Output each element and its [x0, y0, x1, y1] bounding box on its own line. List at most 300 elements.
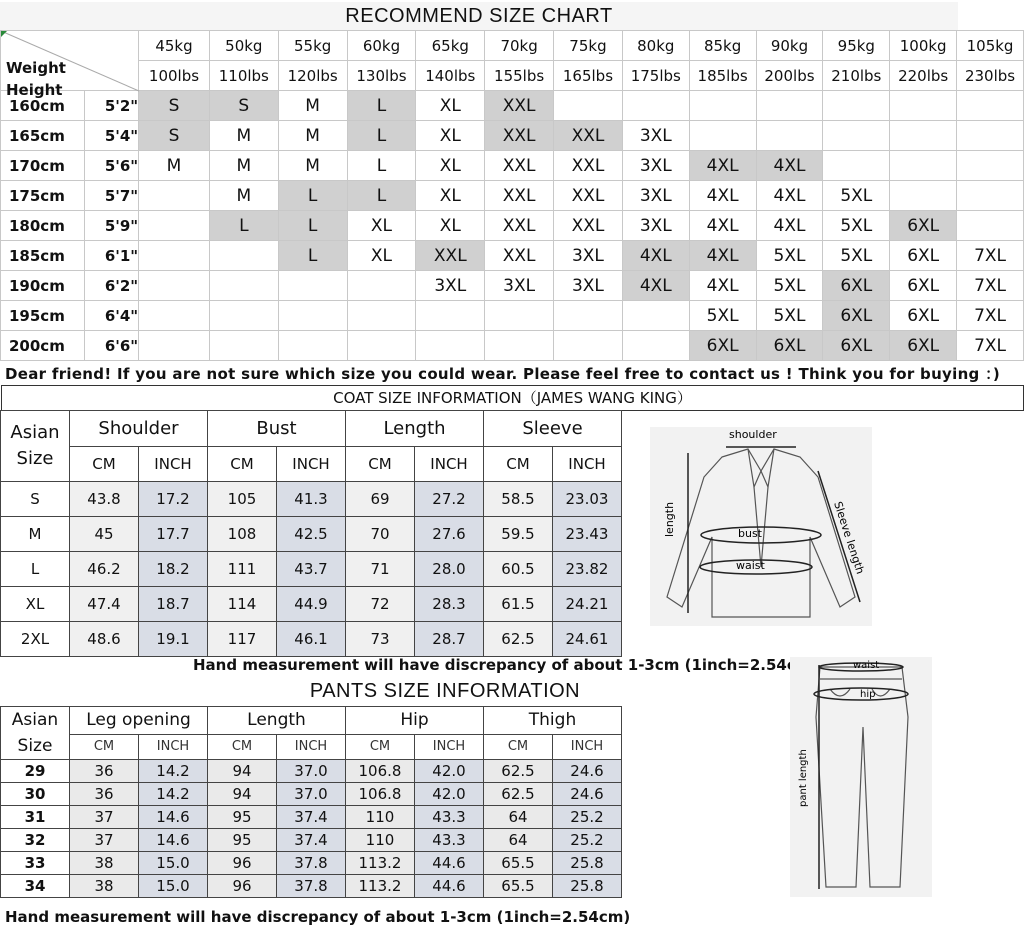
- size-cell: 4XL: [689, 211, 756, 241]
- size-cell: 6XL: [756, 331, 823, 361]
- coat-value-cm: 70: [346, 517, 415, 552]
- size-cell: [823, 151, 890, 181]
- size-cell: XXL: [554, 211, 623, 241]
- pants-value-cm: 37: [70, 806, 139, 829]
- size-cell: 6XL: [890, 301, 957, 331]
- pants-diagram: [790, 657, 932, 897]
- size-cell: [957, 181, 1024, 211]
- pants-unit-cm: CM: [70, 734, 139, 759]
- size-cell: 5XL: [756, 241, 823, 271]
- size-cell: 6XL: [823, 301, 890, 331]
- pants-value-inch: 14.2: [139, 783, 208, 806]
- pants-value-inch: 37.8: [277, 875, 346, 898]
- pants-value-inch: 14.2: [139, 760, 208, 783]
- diagram-sleeve-label: Sleeve length: [831, 499, 867, 576]
- pants-size: 32: [1, 829, 70, 852]
- weight-kg-header: 60kg: [347, 31, 416, 61]
- coat-value-cm: 48.6: [70, 622, 139, 657]
- size-cell: 5XL: [823, 211, 890, 241]
- size-cell: [622, 331, 689, 361]
- size-cell: XXL: [416, 241, 485, 271]
- pants-unit-cm: CM: [346, 734, 415, 759]
- size-cell: 6XL: [890, 241, 957, 271]
- size-cell: M: [278, 121, 347, 151]
- pants-size-table: [0, 706, 622, 898]
- coat-value-inch: 24.21: [553, 587, 622, 622]
- weight-kg-header: 45kg: [139, 31, 210, 61]
- coat-size-table: [0, 410, 622, 657]
- size-cell: [209, 271, 278, 301]
- pants-value-cm: 95: [208, 806, 277, 829]
- size-cell: XL: [416, 121, 485, 151]
- size-cell: [485, 301, 554, 331]
- weight-kg-header: 100kg: [890, 31, 957, 61]
- coat-value-cm: 58.5: [484, 482, 553, 517]
- recommend-row: [1, 121, 1024, 151]
- recommend-row: [1, 271, 1024, 301]
- height-ft: 5'7": [84, 181, 138, 211]
- coat-value-inch: 43.7: [277, 552, 346, 587]
- coat-value-cm: 61.5: [484, 587, 553, 622]
- pants-value-cm: 64: [484, 806, 553, 829]
- size-cell: 4XL: [756, 181, 823, 211]
- size-cell: XL: [416, 91, 485, 121]
- pants-value-cm: 113.2: [346, 875, 415, 898]
- size-cell: [139, 301, 210, 331]
- size-cell: [139, 331, 210, 361]
- pants-value-inch: 37.0: [277, 783, 346, 806]
- size-cell: 6XL: [823, 271, 890, 301]
- pants-measure-note: Hand measurement will have discrepancy of about 1-3cm (1inch=2.54cm): [5, 908, 631, 926]
- size-cell: [209, 331, 278, 361]
- weight-lbs-header: 110lbs: [209, 61, 278, 91]
- coat-value-inch: 24.61: [553, 622, 622, 657]
- size-cell: L: [347, 181, 416, 211]
- size-cell: [347, 331, 416, 361]
- weight-lbs-header: 140lbs: [416, 61, 485, 91]
- size-cell: [347, 271, 416, 301]
- weight-lbs-header: 175lbs: [622, 61, 689, 91]
- size-cell: [823, 121, 890, 151]
- size-cell: 6XL: [890, 331, 957, 361]
- coat-value-inch: 27.6: [415, 517, 484, 552]
- pants-value-inch: 15.0: [139, 852, 208, 875]
- diagram-pant-waist-label: waist: [853, 660, 880, 671]
- coat-value-inch: 17.2: [139, 482, 208, 517]
- size-cell: M: [209, 121, 278, 151]
- size-cell: 4XL: [689, 151, 756, 181]
- coat-size: XL: [1, 587, 70, 622]
- size-cell: 6XL: [823, 331, 890, 361]
- size-cell: [139, 271, 210, 301]
- weight-label: Weight: [6, 59, 66, 77]
- size-cell: 6XL: [890, 271, 957, 301]
- coat-value-inch: 18.7: [139, 587, 208, 622]
- coat-size: 2XL: [1, 622, 70, 657]
- height-cm: 175cm: [1, 181, 85, 211]
- weight-kg-header: 90kg: [756, 31, 823, 61]
- pants-unit-inch: INCH: [139, 734, 208, 759]
- size-cell: XXL: [485, 211, 554, 241]
- coat-value-cm: 45: [70, 517, 139, 552]
- size-cell: 4XL: [622, 271, 689, 301]
- weight-lbs-header: 100lbs: [139, 61, 210, 91]
- pants-value-inch: 25.8: [553, 852, 622, 875]
- recommend-row: [1, 151, 1024, 181]
- weight-lbs-header: 200lbs: [756, 61, 823, 91]
- size-cell: 4XL: [622, 241, 689, 271]
- pants-header-length: Length: [208, 707, 346, 735]
- pants-size: 34: [1, 875, 70, 898]
- coat-value-inch: 23.82: [553, 552, 622, 587]
- size-cell: [890, 181, 957, 211]
- size-cell: M: [209, 151, 278, 181]
- pants-row: [1, 783, 622, 806]
- height-ft: 6'4": [84, 301, 138, 331]
- size-cell: 4XL: [689, 181, 756, 211]
- coat-value-cm: 108: [208, 517, 277, 552]
- pants-value-inch: 37.4: [277, 806, 346, 829]
- size-cell: XXL: [554, 121, 623, 151]
- size-cell: L: [278, 211, 347, 241]
- size-cell: [890, 121, 957, 151]
- size-cell: 5XL: [689, 301, 756, 331]
- coat-value-cm: 72: [346, 587, 415, 622]
- coat-size: L: [1, 552, 70, 587]
- coat-unit-cm: CM: [346, 447, 415, 482]
- coat-row: [1, 552, 622, 587]
- weight-kg-header: 105kg: [957, 31, 1024, 61]
- size-cell: M: [209, 181, 278, 211]
- size-cell: XXL: [554, 151, 623, 181]
- height-ft: 5'9": [84, 211, 138, 241]
- pants-row: [1, 806, 622, 829]
- size-cell: [139, 241, 210, 271]
- pants-size: 29: [1, 760, 70, 783]
- pants-size: 33: [1, 852, 70, 875]
- pants-header-leg-opening: Leg opening: [70, 707, 208, 735]
- height-label: Height: [6, 81, 63, 99]
- coat-value-cm: 69: [346, 482, 415, 517]
- pants-value-inch: 37.4: [277, 829, 346, 852]
- size-cell: [554, 301, 623, 331]
- pants-value-inch: 44.6: [415, 875, 484, 898]
- pants-value-inch: 43.3: [415, 829, 484, 852]
- pants-row: [1, 852, 622, 875]
- size-cell: [485, 331, 554, 361]
- recommend-chart-title: RECOMMEND SIZE CHART: [0, 2, 958, 30]
- size-cell: 3XL: [622, 211, 689, 241]
- recommend-size-table: [0, 30, 1024, 361]
- size-cell: 3XL: [554, 271, 623, 301]
- size-cell: XL: [347, 211, 416, 241]
- size-cell: [689, 91, 756, 121]
- pants-size: 30: [1, 783, 70, 806]
- pants-row: [1, 760, 622, 783]
- weight-kg-header: 70kg: [485, 31, 554, 61]
- size-cell: [139, 181, 210, 211]
- weight-height-corner: [1, 31, 139, 99]
- pants-value-cm: 113.2: [346, 852, 415, 875]
- pants-value-cm: 37: [70, 829, 139, 852]
- coat-value-cm: 114: [208, 587, 277, 622]
- recommend-row: [1, 301, 1024, 331]
- coat-value-cm: 46.2: [70, 552, 139, 587]
- height-cm: 190cm: [1, 271, 85, 301]
- size-cell: S: [139, 121, 210, 151]
- height-ft: 5'4": [84, 121, 138, 151]
- size-cell: XXL: [554, 181, 623, 211]
- pants-unit-inch: INCH: [553, 734, 622, 759]
- pants-value-inch: 14.6: [139, 829, 208, 852]
- weight-lbs-header: 120lbs: [278, 61, 347, 91]
- pants-value-cm: 106.8: [346, 783, 415, 806]
- pants-value-inch: 15.0: [139, 875, 208, 898]
- coat-unit-inch: INCH: [277, 447, 346, 482]
- coat-row: [1, 482, 622, 517]
- size-cell: XL: [416, 181, 485, 211]
- size-cell: [622, 301, 689, 331]
- size-cell: [957, 91, 1024, 121]
- size-cell: 3XL: [554, 241, 623, 271]
- size-cell: [957, 211, 1024, 241]
- size-cell: L: [278, 181, 347, 211]
- size-cell: 4XL: [756, 151, 823, 181]
- coat-row: [1, 622, 622, 657]
- recommend-row: [1, 91, 1024, 121]
- coat-header-sleeve: Sleeve: [484, 411, 622, 447]
- weight-lbs-header: 185lbs: [689, 61, 756, 91]
- coat-value-inch: 23.03: [553, 482, 622, 517]
- size-cell: 6XL: [689, 331, 756, 361]
- size-cell: XXL: [485, 121, 554, 151]
- size-cell: 3XL: [622, 181, 689, 211]
- size-cell: [554, 331, 623, 361]
- pants-value-cm: 38: [70, 875, 139, 898]
- pants-unit-cm: CM: [484, 734, 553, 759]
- height-ft: 5'6": [84, 151, 138, 181]
- coat-value-inch: 27.2: [415, 482, 484, 517]
- size-cell: [139, 211, 210, 241]
- size-cell: 4XL: [756, 211, 823, 241]
- size-cell: L: [347, 91, 416, 121]
- size-cell: M: [278, 91, 347, 121]
- pants-value-cm: 106.8: [346, 760, 415, 783]
- pants-size-label-1: Asian: [11, 710, 59, 730]
- pants-value-cm: 62.5: [484, 783, 553, 806]
- coat-unit-inch: INCH: [553, 447, 622, 482]
- size-cell: [689, 121, 756, 151]
- size-cell: [209, 301, 278, 331]
- diagram-waist-label: waist: [736, 559, 765, 572]
- size-cell: S: [139, 91, 210, 121]
- pants-size-header: [1, 707, 70, 760]
- height-cm: 160cm: [1, 91, 85, 121]
- pants-value-cm: 110: [346, 806, 415, 829]
- size-cell: [209, 241, 278, 271]
- height-ft: 6'6": [84, 331, 138, 361]
- height-cm: 165cm: [1, 121, 85, 151]
- size-cell: 7XL: [957, 241, 1024, 271]
- pants-unit-cm: CM: [208, 734, 277, 759]
- pants-row: [1, 875, 622, 898]
- coat-value-cm: 111: [208, 552, 277, 587]
- size-cell: XXL: [485, 181, 554, 211]
- coat-value-cm: 59.5: [484, 517, 553, 552]
- coat-unit-inch: INCH: [415, 447, 484, 482]
- pants-value-cm: 64: [484, 829, 553, 852]
- size-cell: 3XL: [622, 121, 689, 151]
- size-cell: [957, 151, 1024, 181]
- diagram-bust-label: bust: [738, 527, 762, 540]
- coat-value-cm: 117: [208, 622, 277, 657]
- pants-value-inch: 25.8: [553, 875, 622, 898]
- coat-unit-cm: CM: [208, 447, 277, 482]
- coat-unit-cm: CM: [484, 447, 553, 482]
- size-cell: 7XL: [957, 331, 1024, 361]
- size-cell: 5XL: [823, 181, 890, 211]
- coat-value-cm: 47.4: [70, 587, 139, 622]
- weight-kg-header: 85kg: [689, 31, 756, 61]
- pants-value-inch: 43.3: [415, 806, 484, 829]
- size-cell: [278, 331, 347, 361]
- coat-value-cm: 71: [346, 552, 415, 587]
- size-cell: [756, 91, 823, 121]
- coat-size-label-2: Size: [16, 448, 54, 469]
- size-cell: S: [209, 91, 278, 121]
- diagram-length-label: length: [663, 501, 676, 537]
- pants-value-inch: 37.0: [277, 760, 346, 783]
- coat-size: S: [1, 482, 70, 517]
- pants-value-inch: 14.6: [139, 806, 208, 829]
- pants-value-cm: 94: [208, 783, 277, 806]
- pants-value-inch: 42.0: [415, 783, 484, 806]
- size-cell: L: [209, 211, 278, 241]
- weight-lbs-header: 130lbs: [347, 61, 416, 91]
- size-cell: 5XL: [756, 271, 823, 301]
- coat-unit-inch: INCH: [139, 447, 208, 482]
- weight-lbs-header: 220lbs: [890, 61, 957, 91]
- coat-value-inch: 28.3: [415, 587, 484, 622]
- pants-value-inch: 24.6: [553, 760, 622, 783]
- size-cell: [278, 271, 347, 301]
- pants-value-cm: 94: [208, 760, 277, 783]
- weight-lbs-header: 230lbs: [957, 61, 1024, 91]
- size-cell: 5XL: [756, 301, 823, 331]
- pants-value-cm: 62.5: [484, 760, 553, 783]
- size-cell: 3XL: [622, 151, 689, 181]
- coat-section-title: COAT SIZE INFORMATION（JAMES WANG KING）: [1, 385, 1024, 411]
- pants-unit-inch: INCH: [415, 734, 484, 759]
- size-cell: 5XL: [823, 241, 890, 271]
- coat-value-cm: 105: [208, 482, 277, 517]
- weight-kg-header: 65kg: [416, 31, 485, 61]
- height-cm: 185cm: [1, 241, 85, 271]
- weight-kg-header: 80kg: [622, 31, 689, 61]
- pants-value-cm: 96: [208, 875, 277, 898]
- coat-value-cm: 43.8: [70, 482, 139, 517]
- pants-value-cm: 36: [70, 760, 139, 783]
- weight-kg-header: 75kg: [554, 31, 623, 61]
- size-cell: L: [347, 151, 416, 181]
- coat-value-inch: 44.9: [277, 587, 346, 622]
- height-ft: 6'1": [84, 241, 138, 271]
- weight-lbs-header: 155lbs: [485, 61, 554, 91]
- pants-value-cm: 65.5: [484, 875, 553, 898]
- size-cell: M: [139, 151, 210, 181]
- size-cell: 7XL: [957, 271, 1024, 301]
- pants-value-cm: 95: [208, 829, 277, 852]
- size-cell: [347, 301, 416, 331]
- coat-value-inch: 18.2: [139, 552, 208, 587]
- recommend-row: [1, 211, 1024, 241]
- coat-value-inch: 42.5: [277, 517, 346, 552]
- pants-value-inch: 37.8: [277, 852, 346, 875]
- size-cell: [756, 121, 823, 151]
- pants-value-cm: 36: [70, 783, 139, 806]
- size-cell: L: [278, 241, 347, 271]
- size-cell: 7XL: [957, 301, 1024, 331]
- pants-value-inch: 25.2: [553, 806, 622, 829]
- height-cm: 200cm: [1, 331, 85, 361]
- coat-value-cm: 73: [346, 622, 415, 657]
- weight-kg-header: 55kg: [278, 31, 347, 61]
- coat-unit-cm: CM: [70, 447, 139, 482]
- coat-value-inch: 17.7: [139, 517, 208, 552]
- size-cell: [416, 331, 485, 361]
- size-cell: [554, 91, 623, 121]
- coat-size-header: [1, 411, 70, 482]
- coat-row: [1, 517, 622, 552]
- coat-value-inch: 23.43: [553, 517, 622, 552]
- pants-size: 31: [1, 806, 70, 829]
- coat-value-cm: 60.5: [484, 552, 553, 587]
- diagram-pant-hip-label: hip: [860, 689, 876, 700]
- diagram-pant-length-label: pant length: [798, 749, 809, 807]
- weight-kg-header: 95kg: [823, 31, 890, 61]
- pants-value-cm: 38: [70, 852, 139, 875]
- height-ft: 5'2": [84, 91, 138, 121]
- pants-header-thigh: Thigh: [484, 707, 622, 735]
- size-cell: M: [278, 151, 347, 181]
- pants-value-inch: 24.6: [553, 783, 622, 806]
- height-ft: 6'2": [84, 271, 138, 301]
- pants-unit-inch: INCH: [277, 734, 346, 759]
- size-cell: XXL: [485, 241, 554, 271]
- coat-value-inch: 19.1: [139, 622, 208, 657]
- size-cell: [890, 151, 957, 181]
- coat-value-inch: 28.7: [415, 622, 484, 657]
- pants-value-inch: 42.0: [415, 760, 484, 783]
- contact-note: Dear friend! If you are not sure which size you could wear. Please feel free to contact us ! Think you for buying ：): [5, 365, 1001, 383]
- coat-size: M: [1, 517, 70, 552]
- pants-size-label-2: Size: [17, 736, 53, 756]
- diagram-shoulder-label: shoulder: [729, 428, 777, 441]
- pants-row: [1, 829, 622, 852]
- height-cm: 195cm: [1, 301, 85, 331]
- pants-value-cm: 110: [346, 829, 415, 852]
- size-cell: XL: [347, 241, 416, 271]
- size-cell: [622, 91, 689, 121]
- recommend-row: [1, 181, 1024, 211]
- size-cell: [890, 91, 957, 121]
- height-cm: 170cm: [1, 151, 85, 181]
- recommend-row: [1, 331, 1024, 361]
- size-cell: 4XL: [689, 271, 756, 301]
- size-cell: [957, 121, 1024, 151]
- coat-value-inch: 46.1: [277, 622, 346, 657]
- coat-diagram: [650, 427, 872, 626]
